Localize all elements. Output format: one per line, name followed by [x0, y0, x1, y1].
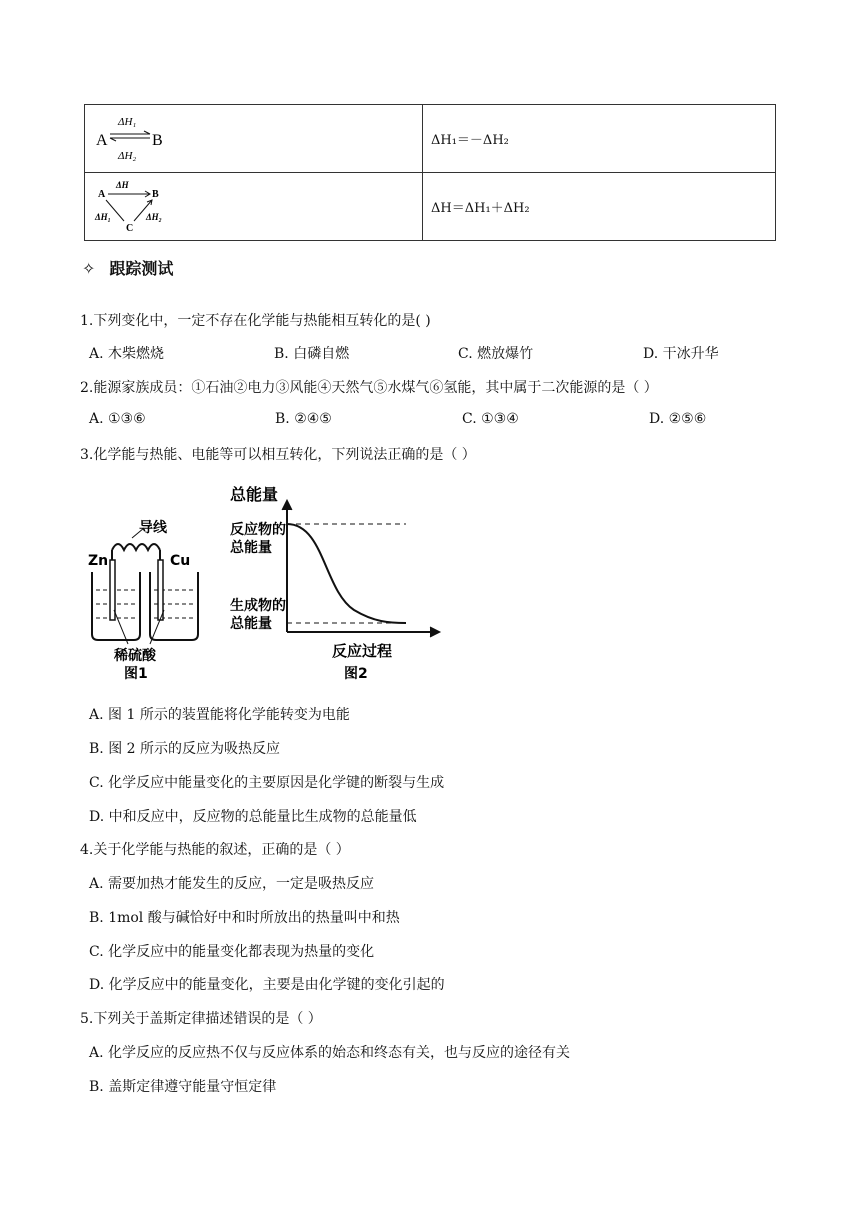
q1-option-a: A. 木柴燃烧 [89, 346, 165, 362]
q4-option-a: A. 需要加热才能发生的反应，一定是吸热反应 [89, 876, 375, 892]
wire-coil [112, 544, 160, 550]
q2-option-a: A. ①③⑥ [89, 411, 146, 427]
q2-option-d: D. ②⑤⑥ [649, 411, 707, 427]
wire-label: 导线 [139, 520, 167, 536]
q2-option-b: B. ②④⑤ [275, 411, 332, 427]
section-title: 跟踪测试 [109, 259, 174, 278]
reactant-label-1: 反应物的 [230, 522, 286, 538]
relation-table [84, 104, 776, 241]
table-row [85, 105, 776, 173]
left-beaker [92, 572, 140, 640]
q2-option-c: C. ①③④ [462, 411, 519, 427]
q3-option-d: D. 中和反应中，反应物的总能量比生成物的总能量低 [89, 809, 417, 825]
label-dh2: ΔH₂ [118, 149, 137, 162]
x-axis-arrowhead [430, 627, 440, 637]
product-label-1: 生成物的 [230, 598, 286, 614]
q3-option-c: C. 化学反应中能量变化的主要原因是化学键的断裂与生成 [89, 775, 445, 791]
section-heading [82, 256, 173, 279]
label-a: A [96, 131, 108, 149]
figure-1-caption: 图1 [124, 666, 148, 682]
cu-electrode [158, 560, 163, 620]
q3-option-b: B. 图 2 所示的反应为吸热反应 [89, 741, 280, 757]
q5-option-b: B. 盖斯定律遵守能量守恒定律 [89, 1079, 277, 1095]
reversible-diagram-cell [85, 105, 423, 173]
x-axis-label: 反应过程 [332, 642, 393, 660]
label-dh1: ΔH₁ [95, 211, 111, 222]
zn-label: Zn [88, 553, 109, 569]
label-c: C [126, 222, 134, 234]
acid-pointer-left [114, 610, 128, 644]
energy-axis-label: 总能量 [230, 485, 279, 504]
q3-option-a: A. 图 1 所示的装置能将化学能转变为电能 [89, 707, 350, 723]
reactant-label-2: 总能量 [230, 540, 272, 556]
q1-option-b: B. 白磷自燃 [274, 346, 350, 362]
label-dh2: ΔH₂ [146, 211, 162, 222]
figure-svg [84, 480, 454, 685]
question-5-stem: 5.下列关于盖斯定律描述错误的是（ ） [80, 1011, 322, 1027]
reversible-reaction-diagram [86, 107, 206, 167]
label-a: A [98, 188, 106, 200]
hess-triangle-diagram [86, 175, 206, 235]
label-b: B [152, 131, 163, 149]
figure-1-cell [88, 519, 198, 682]
q4-option-d: D. 化学反应中的能量变化，主要是由化学键的变化引起的 [89, 977, 445, 993]
acid-pointer-right [150, 610, 164, 644]
label-dh: ΔH [116, 179, 129, 190]
energy-curve [287, 524, 406, 623]
question-4-stem: 4.关于化学能与热能的叙述，正确的是（ ） [80, 842, 350, 858]
q4-option-c: C. 化学反应中的能量变化都表现为热量的变化 [89, 944, 375, 960]
q1-option-d: D. 干冰升华 [643, 346, 719, 362]
right-beaker [150, 572, 198, 640]
relation-formula-1: ΔH₁＝－ΔH₂ [423, 105, 776, 173]
question-3-stem: 3.化学能与热能、电能等可以相互转化，下列说法正确的是（ ） [80, 447, 476, 463]
relation-formula-2: ΔH＝ΔH₁＋ΔH₂ [423, 173, 776, 241]
table-row [85, 173, 776, 241]
product-label-2: 总能量 [230, 616, 272, 632]
label-dh1: ΔH₁ [118, 115, 137, 128]
figure-2-energy-diagram [230, 485, 440, 682]
q1-option-c: C. 燃放爆竹 [458, 346, 534, 362]
label-b: B [152, 188, 159, 200]
q5-option-a: A. 化学反应的反应热不仅与反应体系的始态和终态有关，也与反应的途径有关 [89, 1045, 571, 1061]
y-axis-arrowhead [282, 500, 292, 510]
question-3-figure [84, 480, 454, 689]
q4-option-b: B. 1mol 酸与碱恰好中和时所放出的热量叫中和热 [89, 910, 400, 926]
cu-label: Cu [170, 553, 191, 569]
figure-2-caption: 图2 [344, 666, 368, 682]
question-2-stem: 2.能源家族成员：①石油②电力③风能④天然气⑤水煤气⑥氢能，其中属于二次能源的是（ ） [80, 380, 658, 396]
triangle-diagram-cell [85, 173, 423, 241]
acid-label: 稀硫酸 [114, 648, 156, 664]
diamond-icon: ✧ [82, 259, 96, 278]
question-1-stem: 1.下列变化中，一定不存在化学能与热能相互转化的是( ) [80, 313, 431, 329]
